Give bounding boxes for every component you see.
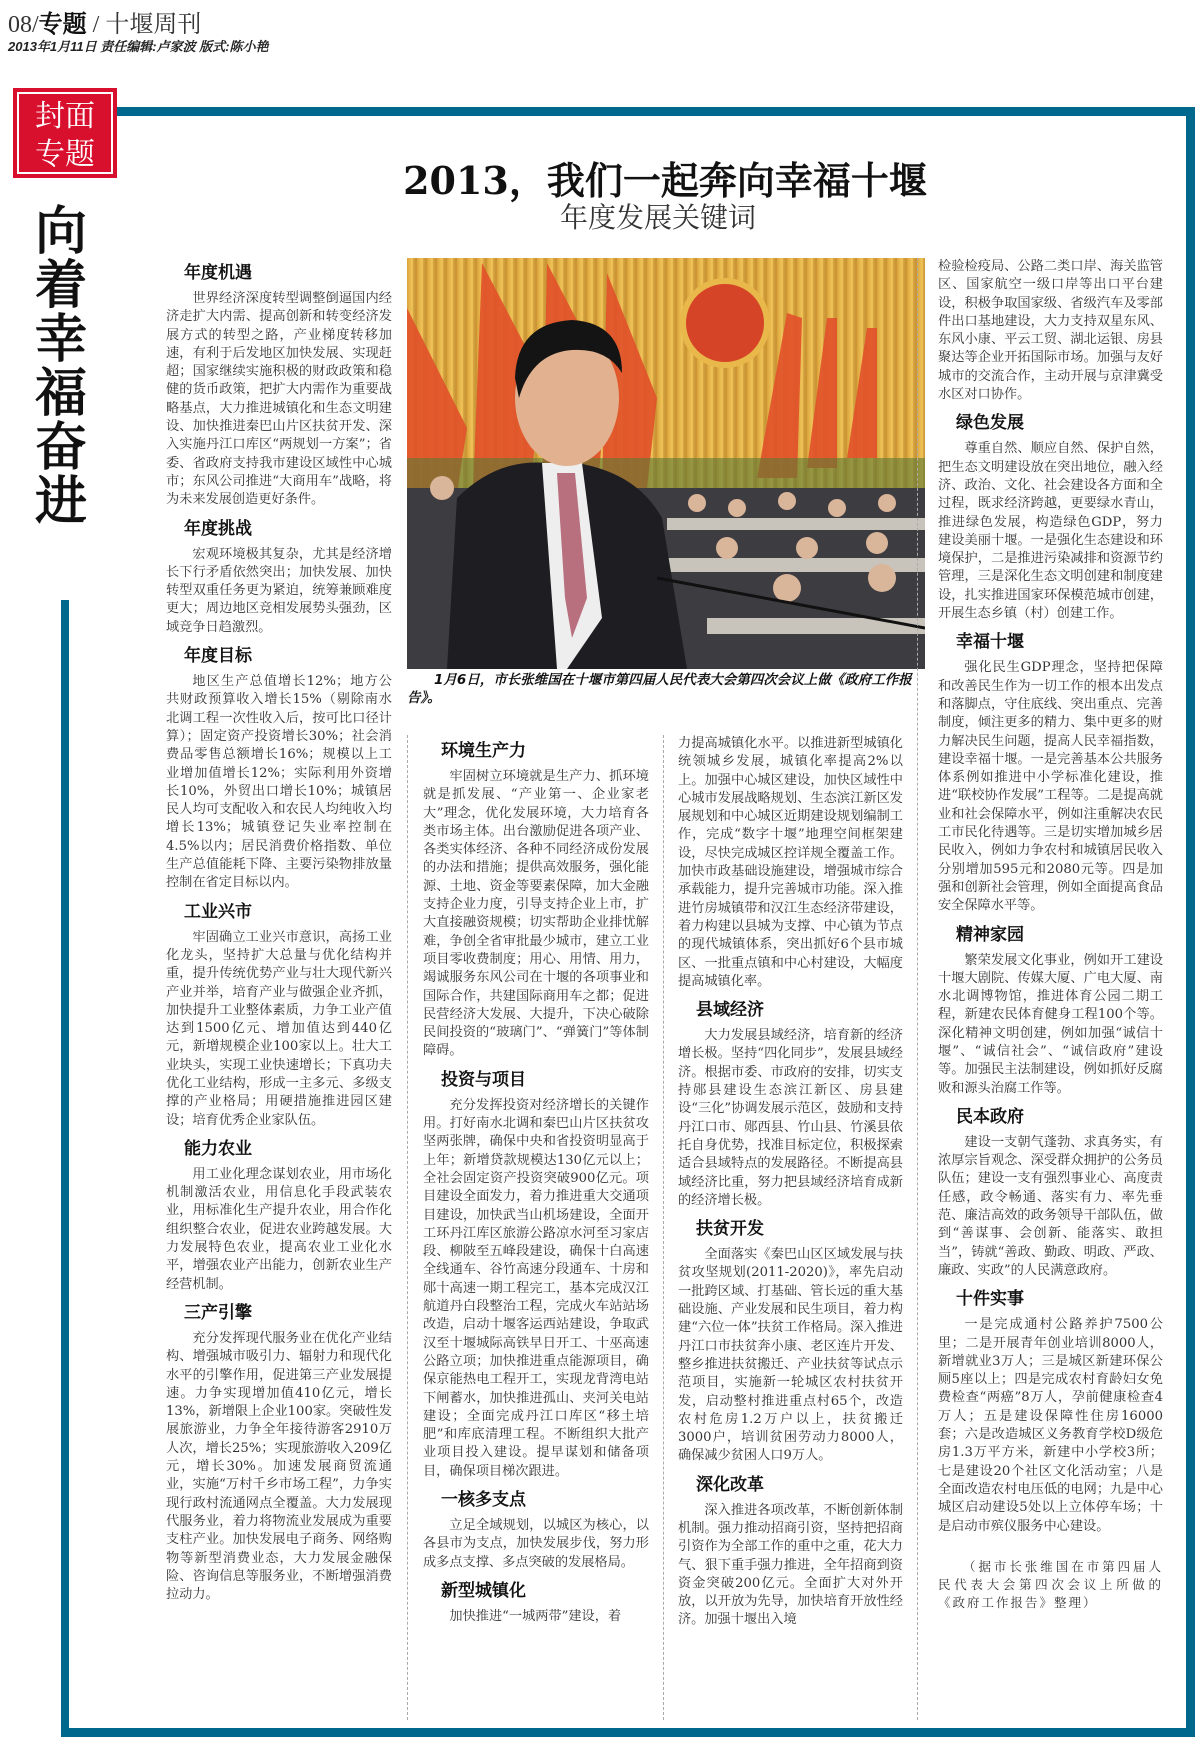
source-note: （据市长张维国在市第四届人民代表大会第四次会议上所做的《政府工作报告》整理） bbox=[938, 1558, 1163, 1611]
column-2 bbox=[423, 732, 649, 1626]
page-number: 08/ bbox=[8, 12, 39, 38]
vertical-title: 向着幸福奋进 bbox=[34, 201, 87, 532]
frame-left bbox=[61, 600, 69, 1737]
section-heading: 一核多支点 bbox=[441, 1489, 526, 1510]
section-text: 牢固树立环境就是生产力、抓环境就是抓发展、“产业第一、企业家老大”理念，优化发展环境，大力培育各类市场主体。出台激励促进各项产业、各类实体经济、各种不同经济成份发展的办法和措施；提供高效服务，强化能源、土地、资金等要素保障，加大金融支持企业力度，引导支持企业上市，扩大直接融资规模；切实帮助企业排忧解难，争创全省审批最少城市，建立工业项目零收费制度；用心、用情、用力，竭诚服务东风公司在十堰的各项事业和国际合作，共建国际商用车之都；促进民营经济大发展、大提升，下决心破除民间投资的“玻璃门”、“弹簧门”等体制障碍。 bbox=[423, 769, 649, 1059]
section-text: 世界经济深度转型调整倒逼国内经济走扩大内需、提高创新和转变经济发展方式的转型之路，产业梯度转移加速，有利于后发地区加快发展、实现赶超；国家继续实施积极的财政政策和稳健的货币政策，把扩大内需作为重要战略基点，大力推进城镇化和生态文明建设、加快推进秦巴山片区扶贫开发、深入实施丹江口库区“两规划一方案”；省委、省政府支持我市建设区域性中心城市；东风公司推进“大商用车”战略，将为未来发展创造更好条件。 bbox=[166, 291, 392, 508]
column-3 bbox=[678, 735, 903, 1630]
section-text: 宏观环境极其复杂，尤其是经济增长下行矛盾依然突出；加快发展、加快转型双重任务更为紧迫，统筹兼顾难度更大；周边地区竞相发展势头强劲，区域竞争日趋激烈。 bbox=[166, 546, 392, 635]
section-text: 立足全域规划，以城区为核心，以各县市为支点，加快发展步伐，努力形成多点支撑、多点突破的发展格局。 bbox=[423, 1517, 649, 1570]
section-text-continued: 检验检疫局、公路二类口岸、海关监管区、国家航空一级口岸等出口平台建设，积极争取国家级、省级汽车及零部件出口基地建设，大力支持双星东风、东风小康、平云工贸、湖北运银、房县聚达等企业开拓国际市场。加强与友好城市的交流合作，主动开展与京津冀受水区对口协作。 bbox=[938, 259, 1163, 403]
section-text: 用工业化理念谋划农业，用市场化机制激活农业，用信息化手段武装农业，用标准化生产提升农业，用合作化组织整合农业，促进农业跨越发展。大力发展特色农业，提高农业工业化水平，增强农业产出能力，创新农业生产经营机制。 bbox=[166, 1166, 392, 1292]
section-heading: 精神家园 bbox=[956, 924, 1024, 945]
section-heading: 县域经济 bbox=[696, 1000, 764, 1021]
section-text: 全面落实《秦巴山区区域发展与扶贫攻坚规划(2011-2020)》，率先启动一批跨区域、打基础、管长远的重大基础设施、产业发展和民生项目，着力构建“六位一体”扶贫工作格局。深入推进丹江口市扶贫奔小康、老区连片开发、整乡推进扶贫搬迁、产业扶贫等试点示范项目，实施新一轮城区农村扶贫开发，启动整村推进重点村65个，改造农村危房1.2万户以上，扶贫搬迁3000户，培训贫困劳动力8000人，确保减少贫困人口9万人。 bbox=[678, 1247, 903, 1464]
frame-top bbox=[117, 107, 1195, 116]
stamp-line2: 专题 bbox=[35, 137, 95, 172]
news-photo bbox=[407, 258, 925, 669]
column-divider bbox=[663, 735, 664, 1720]
section-heading: 民本政府 bbox=[956, 1106, 1024, 1127]
cover-topic-stamp bbox=[13, 88, 117, 178]
section-heading: 绿色发展 bbox=[956, 413, 1024, 434]
section-text: 地区生产总值增长12%；地方公共财政预算收入增长15%（剔除南水北调工程一次性收入后，按可比口径计算）；固定资产投资增长30%；社会消费品零售总额增长16%；规模以上工业增加值增长12%；实际利用外资增长10%，外贸出口增长10%；城镇居民人均可支配收入和农民人均纯收入均增长13%；城镇登记失业率控制在4.5%以内；居民消费价格指数、单位生产总值能耗下降、主要污染物排放量控制在省定目标以内。 bbox=[166, 674, 392, 891]
subheadline: 年度发展关键词 bbox=[560, 201, 757, 234]
section-text: 尊重自然、顺应自然、保护自然，把生态文明建设放在突出地位，融入经济、政治、文化、社会建设各方面和全过程，既求经济跨越，更要绿水青山，推进绿色发展，构造绿色GDP，努力建设美丽十堰。一是强化生态建设和环境保护，二是推进污染减排和资源节约管理，三是深化生态文明创建和制度建设，扎实推进国家环保模范城市创建，开展生态乡镇（村）创建工作。 bbox=[938, 441, 1163, 622]
section-text: 牢固确立工业兴市意识，高扬工业化龙头，坚持扩大总量与优化结构并重，提升传统优势产业与壮大现代新兴产业并举，培育产业与做强企业齐抓，加快提升工业整体素质，力争工业产值达到1500亿元、增加值达到440亿元，新增规模企业100家以上。壮大工业块头，实现工业快速增长；下真功夫优化工业结构，形成一主多元、多级支撑的产业格局；用硬措施推进园区建设；培育优秀企业家队伍。 bbox=[166, 929, 392, 1128]
header-separator: / bbox=[86, 12, 106, 38]
section-text: 充分发挥现代服务业在优化产业结构、增强城市吸引力、辐射力和现代化水平的引擎作用，促进第三产业发展提速。力争实现增加值410亿元，增长13%，新增限上企业100家。突破性发展旅游业，力争全年接待游客2910万人次，增长25%；实现旅游收入209亿元，增长30%。加速发展商贸流通业，实施“万村千乡市场工程”，力争实现行政村流通网点全覆盖。大力发展现代服务业，着力将物流业发展成为重要支柱产业。加快发展电子商务、网络购物等新型消费业态，大力发展金融保险、咨询信息等服务业，不断增强消费拉动力。 bbox=[166, 1330, 392, 1603]
section-text: 深入推进各项改革，不断创新体制机制。强力推动招商引资，坚持把招商引资作为全部工作的重中之重，花大力气、狠下重手强力推进，全年招商到资资金突破200亿元。全面扩大对外开放，以开放为先导，加快培育开放性经济。加强十堰出入境 bbox=[678, 1502, 903, 1628]
section-text: 加快推进“一城两带”建设，着 bbox=[449, 1608, 622, 1624]
column-divider bbox=[917, 258, 918, 1720]
paper-name: 十堰周刊 bbox=[105, 12, 202, 38]
section-heading: 年度目标 bbox=[184, 646, 252, 667]
dateline: 2013年1月11日 责任编辑:卢家波 版式:陈小艳 bbox=[8, 39, 269, 54]
section-text: 充分发挥投资对经济增长的关键作用。打好南水北调和秦巴山片区扶贫攻坚两张牌，确保中央和省投资明显高于上年；新增贷款规模达130亿元以上；全社会固定资产投资突破900亿元。项目建设全面发力，着力推进重大交通项目建设，加快武当山机场建设，全面开工环丹江库区旅游公路凉水河至习家店段、柳陂至五峰段建设，确保十白高速全线通车、谷竹高速分段通车、十房和郧十高速一期工程完工，基本完成汉江航道丹白段整治工程，完成火车站站场改造，启动十堰客运西站建设，争取武汉至十堰城际高铁早日开工、十巫高速公路立项；加快推进重点能源项目，确保京能热电工程开工，实现龙背湾电站下闸蓄水，加快推进孤山、夹河关电站建设；全面完成丹江口库区“移土培肥”和库底清理工程。不断组织大批产业项目投入建设。提早谋划和储备项目，确保项目梯次跟进。 bbox=[423, 1097, 649, 1479]
headline: 2013，我们一起奔向幸福十堰 bbox=[403, 158, 927, 203]
stamp-line1: 封面 bbox=[35, 99, 95, 134]
section-text: 大力发展县域经济，培育新的经济增长极。坚持“四化同步”，发展县域经济。根据市委、市政府的安排，切实支持郧县建设生态滨江新区、房县建设“三化”协调发展示范区，鼓励和支持丹江口市、郧西县、竹山县、竹溪县依托自身优势，找准目标定位，积极探索适合县域特点的发展路径。不断提高县域经济比重，努力把县域经济培育成新的经济增长极。 bbox=[678, 1028, 903, 1208]
section-heading: 能力农业 bbox=[184, 1138, 252, 1159]
section-heading: 新型城镇化 bbox=[441, 1580, 526, 1601]
section-heading: 环境生产力 bbox=[441, 741, 526, 761]
page-header bbox=[8, 4, 201, 39]
section-heading: 年度挑战 bbox=[184, 518, 252, 539]
section-text: 一是完成通村公路养护7500公里；二是开展青年创业培训8000人，新增就业3万人；三是城区新建环保公厕5座以上；四是完成农村育龄妇女免费检查“两癌”8万人，孕前健康检查4万人；五是建设保障性住房16000套；六是改造城区义务教育学校D级危房1.3万平方米，新建中小学校3所；七是建设20个社区文化活动室；八是全面改造农村电压低的电网；九是中心城区启动建设5处以上立体停车场；十是启动市殡仪服务中心建设。 bbox=[938, 1317, 1163, 1534]
section-text-continued: 力提高城镇化水平。以推进新型城镇化统领城乡发展，城镇化率提高2%以上。加强中心城区建设，加快区域性中心城市发展战略规划、生态滨江新区发展规划和中心城区近期建设规划编制工作，完成“数字十堰”地理空间框架建设，尽快完成城区控详规全覆盖工作。加快市政基础设施建设，增强城市综合承载能力，提升完善城市功能。深入推进竹房城镇带和汉江生态经济带建设，着力构建以县城为支撑、中心镇为节点的现代城镇体系，突出抓好6个县市城区、一批重点镇和中心村建设，大幅度提高城镇化率。 bbox=[678, 736, 903, 989]
photo-illustration bbox=[407, 258, 925, 669]
section-heading: 投资与项目 bbox=[441, 1069, 526, 1090]
national-emblem bbox=[683, 281, 767, 365]
section-heading: 工业兴市 bbox=[184, 901, 252, 922]
section-heading: 扶贫开发 bbox=[696, 1219, 764, 1240]
section-name: 专题 bbox=[38, 12, 87, 38]
photo-caption: 1月6日，市长张维国在十堰市第四届人民代表大会第四次会议上做《政府工作报告》。 bbox=[407, 672, 912, 706]
section-text: 建设一支朝气蓬勃、求真务实，有浓厚宗旨观念、深受群众拥护的公务员队伍；建设一支有强烈事业心、高度责任感，政令畅通、落实有力、率先垂范、廉洁高效的政务领导干部队伍，做到“善谋事、会创新、能落实、敢担当”，铸就“善政、勤政、明政、严政、廉政、实政”的人民满意政府。 bbox=[938, 1134, 1163, 1278]
frame-right bbox=[1186, 107, 1195, 1737]
section-heading: 幸福十堰 bbox=[956, 632, 1024, 653]
column-1 bbox=[166, 254, 392, 1604]
section-text: 强化民生GDP理念，坚持把保障和改善民生作为一切工作的根本出发点和落脚点，守住底线、突出重点、完善制度，倾注更多的精力、集中更多的财力解决民生问题，提高人民幸福指数，建设幸福十堰。一是完善基本公共服务体系例如推进中小学标准化建设，推进“联校协作发展”工程等。二是提高就业和社会保障水平，例如注重解决农民工市民化待遇等。三是切实增加城乡居民收入，例如力争农村和城镇居民收入分别增加595元和2080元等。四是加强和创新社会管理，例如全面提高食品安全保障水平等。 bbox=[938, 660, 1163, 914]
frame-bottom bbox=[61, 1728, 1195, 1737]
section-heading: 三产引擎 bbox=[184, 1302, 252, 1323]
column-4 bbox=[938, 258, 1163, 1613]
column-divider bbox=[407, 735, 408, 1720]
section-heading: 年度机遇 bbox=[184, 263, 252, 283]
section-heading: 十件实事 bbox=[956, 1289, 1024, 1310]
section-heading: 深化改革 bbox=[696, 1474, 764, 1495]
section-text: 繁荣发展文化事业，例如开工建设十堰大剧院、传媒大厦、广电大厦、南水北调博物馆，推进体育公园二期工程，新建农民体育健身工程100个等。深化精神文明创建，例如加强“诚信十堰”、“诚信社会”、“诚信政府”建设等。加强民主法制建设，例如抓好反腐败和源头治腐工作等。 bbox=[938, 952, 1163, 1096]
